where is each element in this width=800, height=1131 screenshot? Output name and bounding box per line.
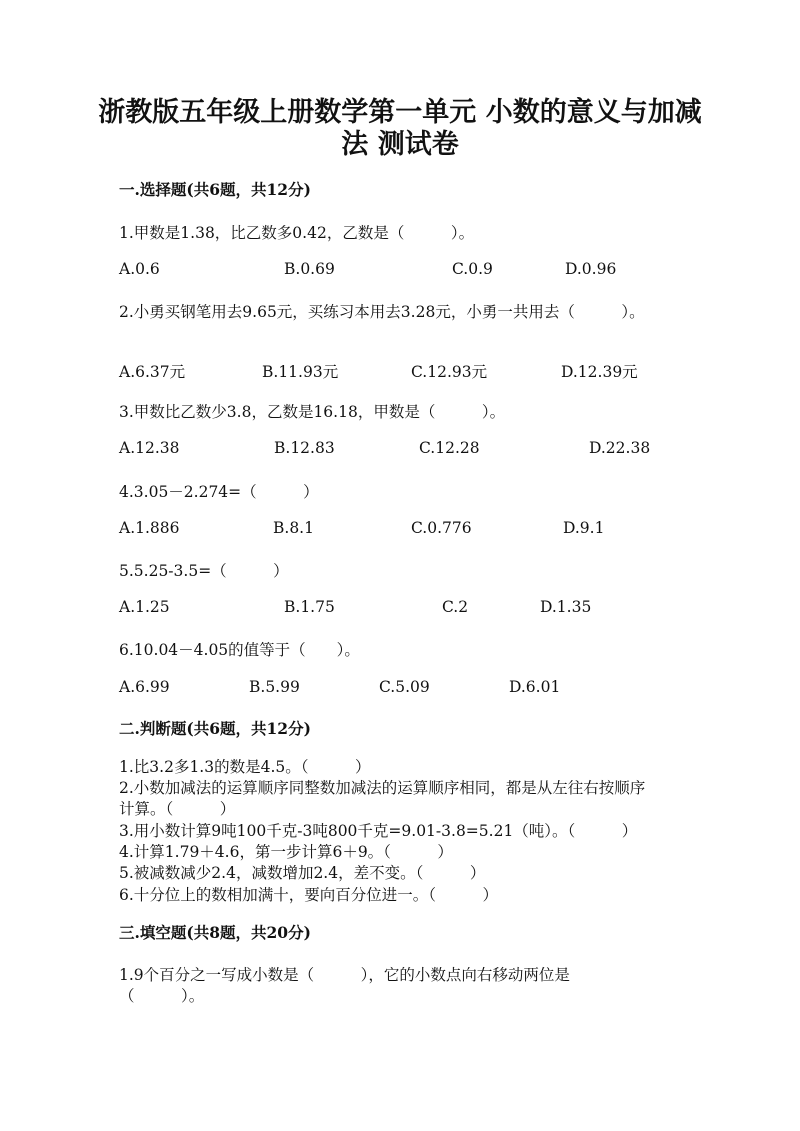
question-6-text: 6.10.04－4.05的值等于（ ）。 [119,641,360,659]
q6-option-b: B.5.99 [249,678,300,696]
judge-item-2-continued: 计算。（ ） [119,800,236,818]
q1-option-a: A.0.6 [119,260,160,278]
q3-option-d: D.22.38 [589,439,651,457]
question-5-text: 5.5.25-3.5=（ ） [119,562,289,580]
paper-title-line-2: 法 测试卷 [341,129,459,160]
paper-title-line-1: 浙教版五年级上册数学第一单元 小数的意义与加减 [98,97,702,128]
judge-item-1: 1.比3.2多1.3的数是4.5。（ ） [119,758,371,776]
q3-option-b: B.12.83 [274,439,335,457]
section-heading-fill-blank: 三.填空题(共8题，共20分) [119,923,311,942]
section-heading-choice: 一.选择题(共6题，共12分) [119,180,311,199]
q1-option-b: B.0.69 [284,260,335,278]
judge-item-6: 6.十分位上的数相加满十，要向百分位进一。（ ） [119,886,499,904]
q4-option-a: A.1.886 [119,519,180,537]
q2-option-d: D.12.39元 [561,363,638,381]
fill-item-1: 1.9个百分之一写成小数是（ ），它的小数点向右移动两位是 [119,966,570,984]
question-2-text: 2.小勇买钢笔用去9.65元，买练习本用去3.28元，小勇一共用去（ ）。 [119,303,645,321]
q5-option-a: A.1.25 [119,598,170,616]
q3-option-c: C.12.28 [419,439,480,457]
judge-item-5: 5.被减数减少2.4，减数增加2.4，差不变。（ ） [119,864,486,882]
question-3-text: 3.甲数比乙数少3.8，乙数是16.18，甲数是（ ）。 [119,403,506,421]
q1-option-c: C.0.9 [452,260,493,278]
q4-option-d: D.9.1 [563,519,605,537]
fill-item-1-continued: （ ）。 [119,987,205,1005]
q5-option-c: C.2 [442,598,469,616]
judge-item-4: 4.计算1.79＋4.6，第一步计算6＋9。（ ） [119,843,453,861]
q5-option-d: D.1.35 [540,598,592,616]
question-1-text: 1.甲数是1.38，比乙数多0.42，乙数是（ ）。 [119,224,475,242]
q6-option-d: D.6.01 [509,678,561,696]
q2-option-b: B.11.93元 [262,363,339,381]
judge-item-3: 3.用小数计算9吨100千克-3吨800千克=9.01-3.8=5.21（吨）。（ ） [119,822,638,840]
question-4-text: 4.3.05－2.274=（ ） [119,483,319,501]
q6-option-a: A.6.99 [119,678,170,696]
section-heading-true-false: 二.判断题(共6题，共12分) [119,719,311,738]
q1-option-d: D.0.96 [565,260,617,278]
q4-option-b: B.8.1 [273,519,314,537]
judge-item-2: 2.小数加减法的运算顺序同整数加减法的运算顺序相同，都是从左往右按顺序 [119,779,646,797]
q5-option-b: B.1.75 [284,598,335,616]
q3-option-a: A.12.38 [119,439,180,457]
q6-option-c: C.5.09 [379,678,430,696]
q2-option-c: C.12.93元 [411,363,488,381]
q4-option-c: C.0.776 [411,519,472,537]
q2-option-a: A.6.37元 [119,363,186,381]
